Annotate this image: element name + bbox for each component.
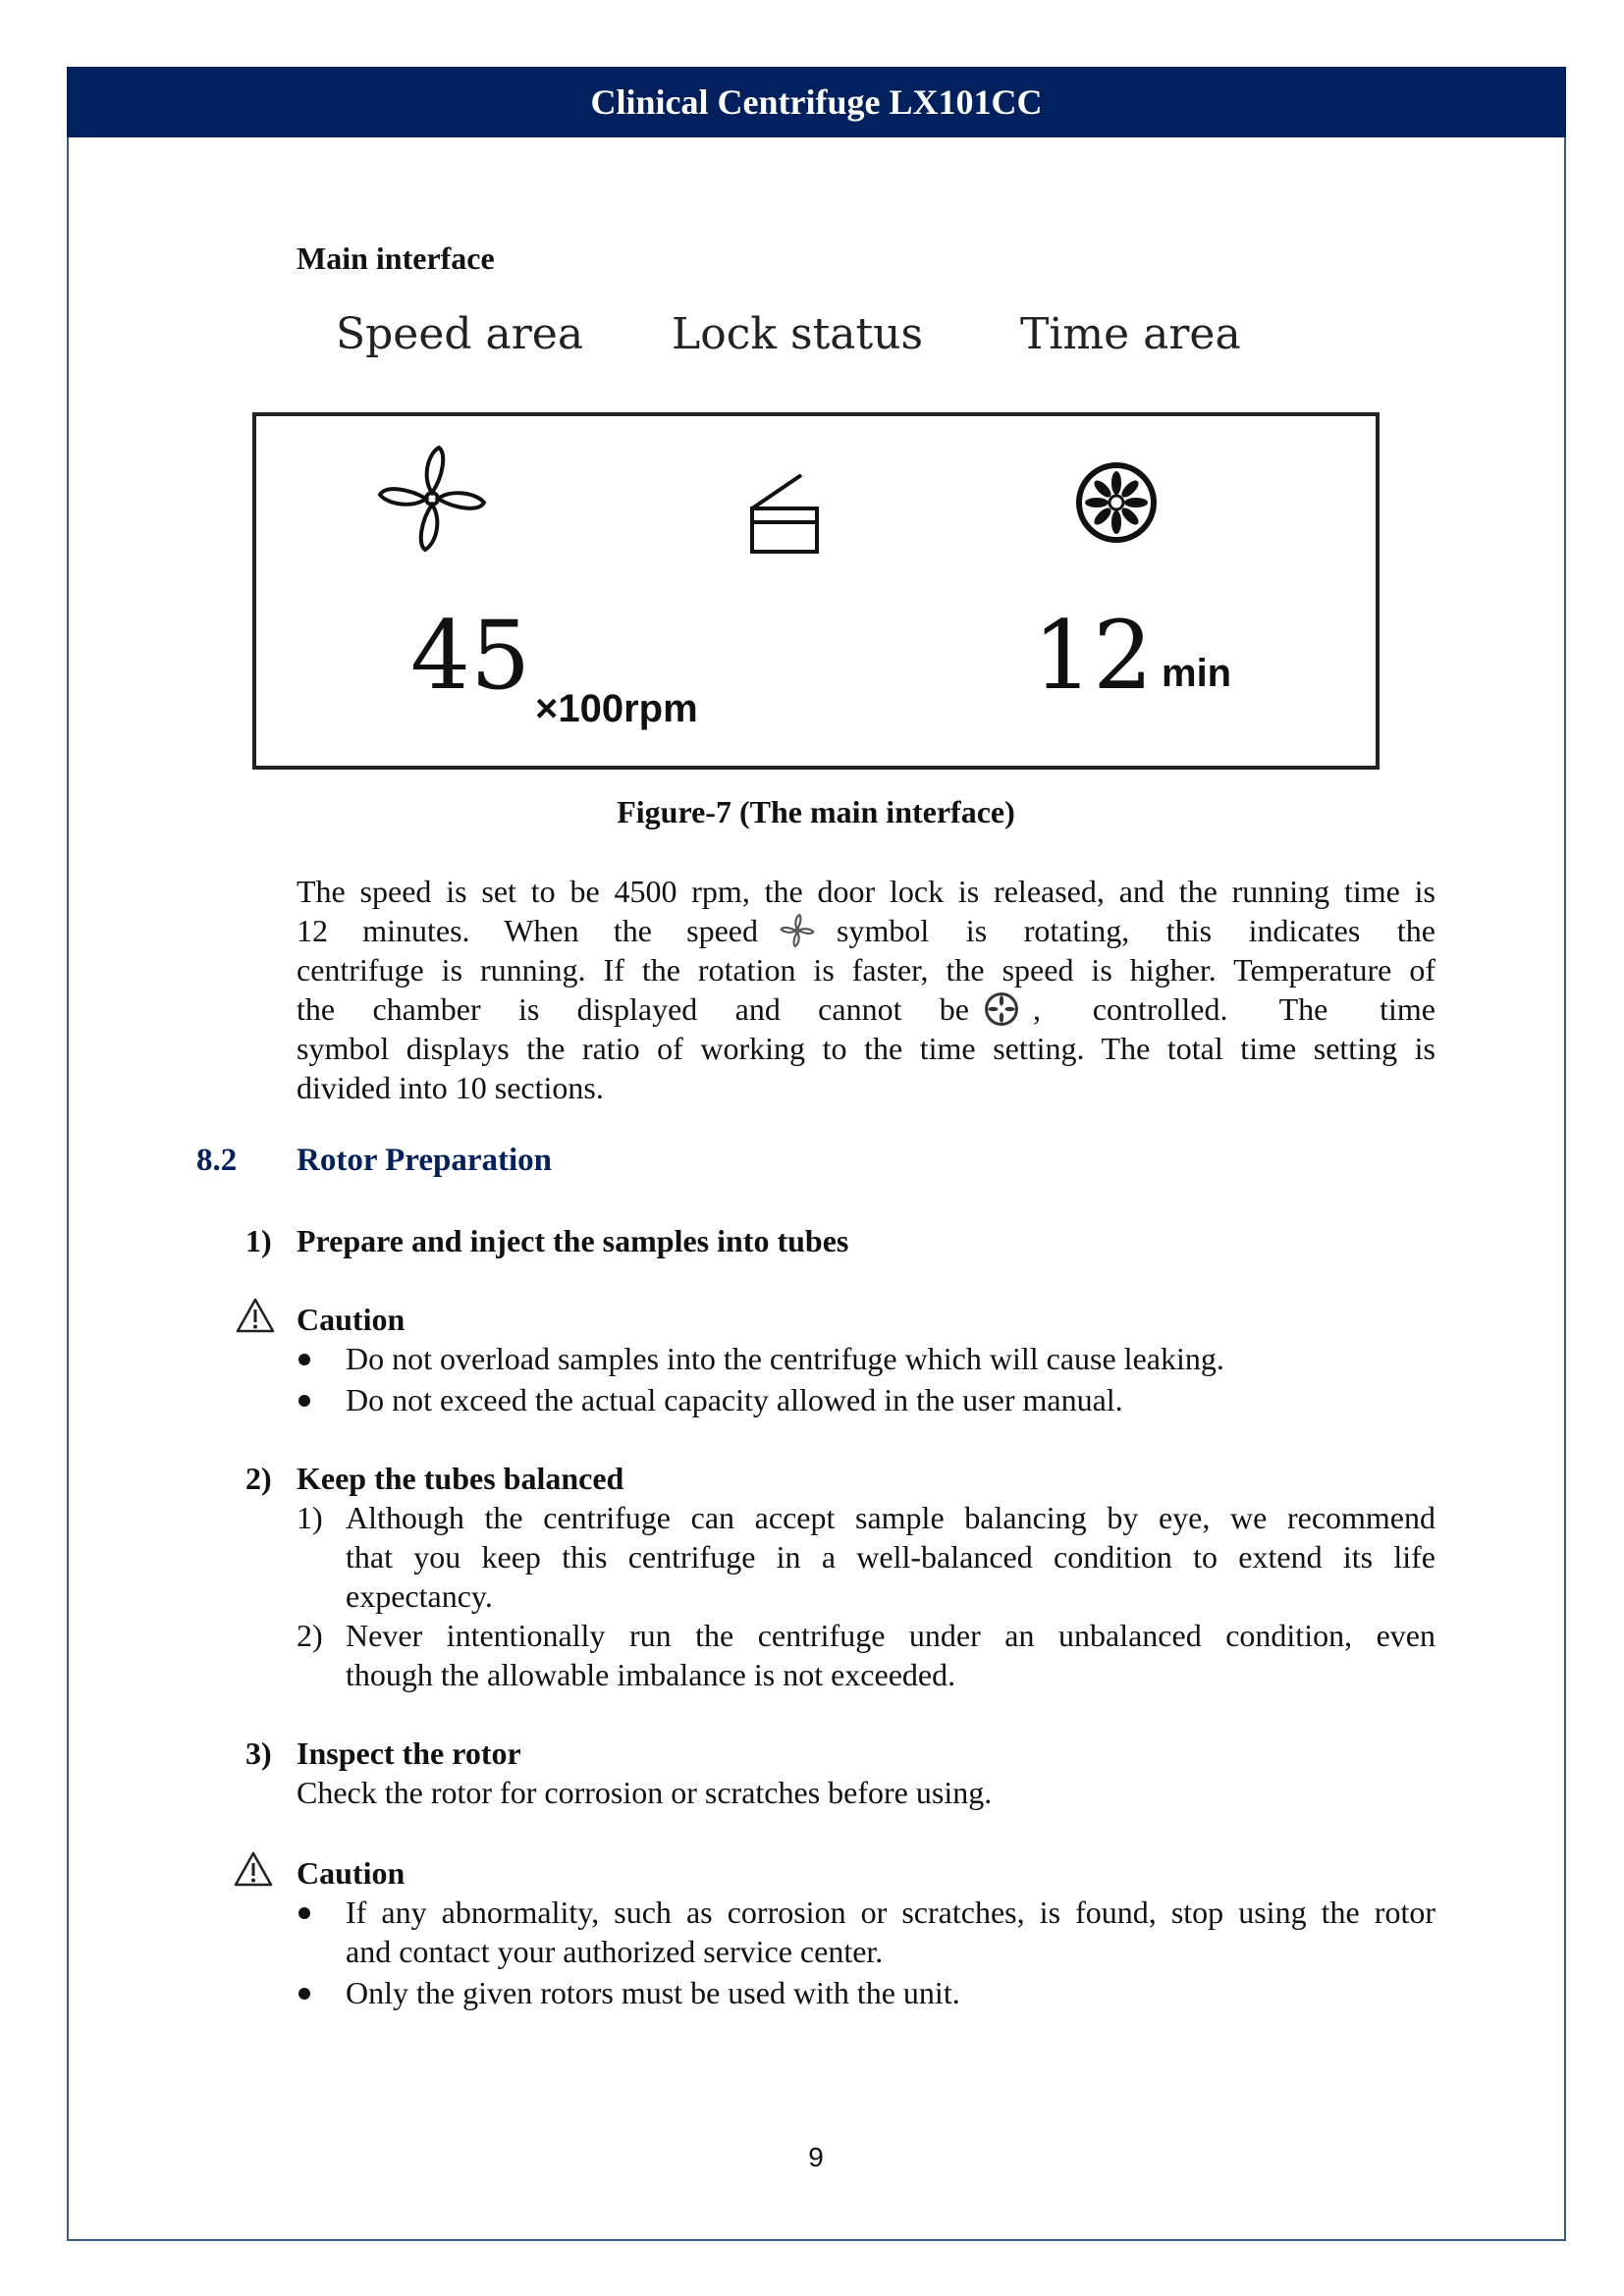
description-line-2b: symbol is rotating, this indicates the — [837, 913, 1435, 948]
time-value: 12 — [1033, 601, 1154, 711]
section-title: Rotor Preparation — [297, 1143, 552, 1178]
step-2-item-1-line-3: expectancy. — [346, 1578, 493, 1614]
fan-icon — [368, 440, 496, 558]
time-wheel-icon — [1075, 461, 1158, 544]
time-area-label: Time area — [1020, 309, 1241, 359]
description-line-3: centrifuge is running. If the rotation is faster, the speed is higher. Temperature of — [297, 952, 1435, 988]
lock-open-icon — [746, 469, 825, 558]
step-3-bullet-1-line-1: If any abnormality, such as corrosion or scratches, is found, stop using the rotor — [346, 1895, 1435, 1930]
step-2-item-2-line-2: though the allowable imbalance is not exceeded. — [346, 1657, 956, 1692]
main-interface-heading: Main interface — [297, 240, 495, 276]
step-2-item-1-line-2: that you keep this centrifuge in a well-balanced condition to extend its life — [346, 1539, 1435, 1575]
page-number: 9 — [808, 2142, 824, 2172]
step-2-item-2-line-1: Never intentionally run the centrifuge under an unbalanced condition, even — [346, 1618, 1435, 1653]
caution-warning-icon — [234, 1851, 273, 1887]
description-line-1: The speed is set to be 4500 rpm, the door lock is released, and the running time is — [297, 874, 1435, 909]
figure-caption: Figure-7 (The main interface) — [617, 794, 1015, 829]
lock-status-label: Lock status — [672, 309, 924, 359]
step-1-title: Prepare and inject the samples into tubes — [297, 1223, 849, 1258]
step-2-item-1-number: 1) — [297, 1500, 323, 1535]
step-2-title: Keep the tubes balanced — [297, 1461, 624, 1496]
speed-value: 45 — [410, 601, 531, 711]
section-number: 8.2 — [196, 1143, 238, 1178]
bullet — [298, 1988, 310, 2000]
time-wheel-icon-inline — [984, 991, 1019, 1027]
bullet — [298, 1395, 310, 1407]
bullet — [298, 1354, 310, 1365]
description-line-4 — [297, 989, 1435, 1029]
description-line-4b: , controlled. The time — [1033, 991, 1435, 1027]
description-line-5: symbol displays the ratio of working to the time setting. The total time setting is — [297, 1031, 1435, 1066]
step-3-caution-label: Caution — [297, 1855, 406, 1891]
description-line-2a: 12 minutes. When the speed — [297, 913, 758, 948]
bullet — [298, 1907, 310, 1919]
page-header: Clinical Centrifuge LX101CC — [67, 67, 1566, 137]
fan-icon-inline — [778, 912, 817, 949]
description-line-2 — [297, 911, 1435, 950]
time-unit: min — [1162, 652, 1232, 695]
step-3-text: Check the rotor for corrosion or scratches before using. — [297, 1775, 993, 1810]
description-line-6: divided into 10 sections. — [297, 1070, 604, 1105]
speed-area-label: Speed area — [336, 309, 584, 359]
description-line-4a: the chamber is displayed and cannot be — [297, 991, 969, 1027]
step-3-number: 3) — [245, 1735, 272, 1771]
step-3-bullet-1-line-2: and contact your authorized service center. — [346, 1934, 884, 1969]
step-1-caution-label: Caution — [297, 1302, 406, 1337]
step-2-number: 2) — [245, 1461, 272, 1496]
step-2-item-2-number: 2) — [297, 1618, 323, 1653]
step-1-bullet-2: Do not exceed the actual capacity allowed in the user manual. — [346, 1382, 1123, 1417]
caution-warning-icon — [236, 1298, 275, 1333]
step-1-number: 1) — [245, 1223, 272, 1258]
step-3-bullet-2: Only the given rotors must be used with the unit. — [346, 1975, 960, 2010]
step-1-bullet-1: Do not overload samples into the centrifuge which will cause leaking. — [346, 1341, 1224, 1376]
step-3-title: Inspect the rotor — [297, 1735, 521, 1771]
speed-unit: ×100rpm — [535, 687, 698, 730]
step-2-item-1-line-1: Although the centrifuge can accept sample balancing by eye, we recommend — [346, 1500, 1435, 1535]
